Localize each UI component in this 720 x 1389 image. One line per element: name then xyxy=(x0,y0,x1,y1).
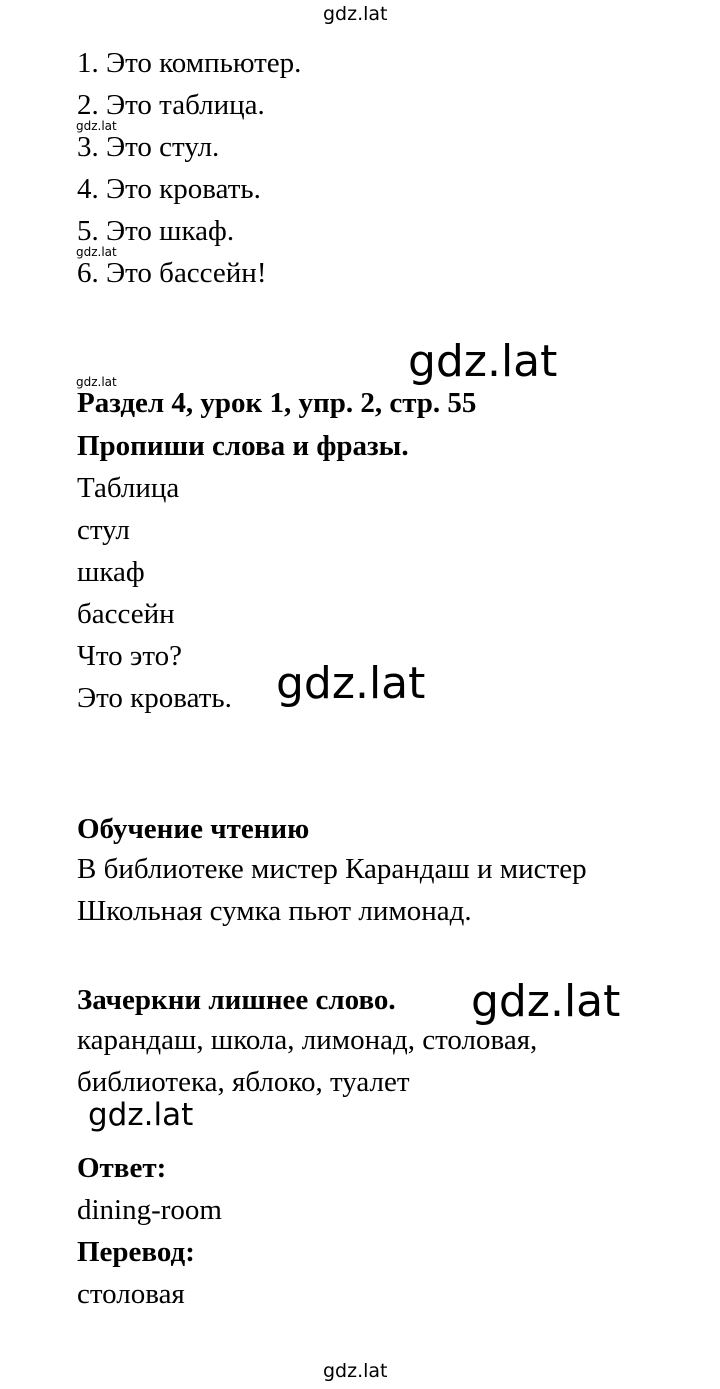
list-item: 5. Это шкаф. xyxy=(77,215,235,247)
watermark-bottom: gdz.lat xyxy=(323,1360,388,1382)
watermark-big: gdz.lat xyxy=(88,1097,194,1133)
list-item: 3. Это стул. xyxy=(77,131,220,163)
watermark-tiny: gdz.lat xyxy=(76,375,117,389)
translation-label: Перевод: xyxy=(77,1236,195,1268)
section-heading: Раздел 4, урок 1, упр. 2, стр. 55 xyxy=(77,387,477,419)
word-item: Что это? xyxy=(77,640,182,672)
watermark-big: gdz.lat xyxy=(408,336,558,387)
odd-word-line: карандаш, школа, лимонад, столовая, xyxy=(77,1024,538,1056)
word-item: бассейн xyxy=(77,598,175,630)
task-heading: Пропиши слова и фразы. xyxy=(77,430,409,462)
reading-line: В библиотеке мистер Карандаш и мистер xyxy=(77,853,587,885)
odd-word-line: библиотека, яблоко, туалет xyxy=(77,1066,410,1098)
answer-label: Ответ: xyxy=(77,1152,167,1184)
word-item: Это кровать. xyxy=(77,682,232,714)
answer-value: dining-room xyxy=(77,1194,222,1226)
odd-word-heading: Зачеркни лишнее слово. xyxy=(77,984,396,1016)
word-item: стул xyxy=(77,514,130,546)
word-item: Таблица xyxy=(77,472,180,504)
watermark-big: gdz.lat xyxy=(471,976,621,1027)
watermark-tiny: gdz.lat xyxy=(76,119,117,133)
list-item: 6. Это бассейн! xyxy=(77,257,267,289)
word-item: шкаф xyxy=(77,556,145,588)
watermark-top: gdz.lat xyxy=(323,3,388,25)
watermark-tiny: gdz.lat xyxy=(76,245,117,259)
reading-line: Школьная сумка пьют лимонад. xyxy=(77,895,472,927)
watermark-big: gdz.lat xyxy=(276,658,426,709)
translation-value: столовая xyxy=(77,1278,185,1310)
list-item: 1. Это компьютер. xyxy=(77,47,302,79)
list-item: 2. Это таблица. xyxy=(77,89,265,121)
reading-heading: Обучение чтению xyxy=(77,813,310,845)
list-item: 4. Это кровать. xyxy=(77,173,261,205)
